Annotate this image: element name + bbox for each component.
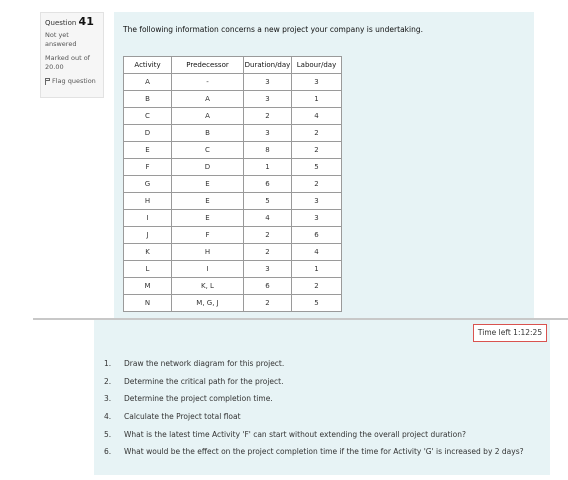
- table-cell: 2: [244, 227, 292, 244]
- table-cell: 2: [292, 142, 342, 159]
- table-cell: C: [124, 108, 172, 125]
- table-cell: 4: [244, 210, 292, 227]
- task-item: 4. Calculate the Project total float: [104, 412, 241, 422]
- column-header: Duration/day: [244, 57, 292, 74]
- table-cell: A: [172, 108, 244, 125]
- table-cell: A: [172, 91, 244, 108]
- table-cell: D: [172, 159, 244, 176]
- task-item: 5. What is the latest time Activity 'F' can start without extending the overall project duration?: [104, 429, 466, 439]
- table-cell: 2: [244, 295, 292, 312]
- table-cell: 2: [292, 278, 342, 295]
- flag-icon: [45, 78, 50, 85]
- project-table: [123, 56, 342, 312]
- question-info-panel: [40, 12, 104, 98]
- flag-question-link[interactable]: [45, 77, 99, 86]
- table-cell: B: [172, 125, 244, 142]
- table-cell: H: [172, 244, 244, 261]
- table-cell: 3: [244, 91, 292, 108]
- table-header-row: [124, 57, 342, 74]
- table-cell: A: [124, 74, 172, 91]
- table-cell: F: [124, 159, 172, 176]
- table-cell: 3: [244, 261, 292, 278]
- table-row: [124, 125, 342, 142]
- task-list: [104, 355, 524, 461]
- task-item: 6. What would be the effect on the project completion time if the time for Activity 'G' is increased by 2 days?: [104, 447, 524, 457]
- table-cell: H: [124, 193, 172, 210]
- question-number: Question 41: [45, 15, 94, 28]
- column-header: Predecessor: [172, 57, 244, 74]
- table-cell: E: [172, 210, 244, 227]
- task-item: 2. Determine the critical path for the project.: [104, 376, 284, 386]
- column-header: Activity: [124, 57, 172, 74]
- table-row: [124, 142, 342, 159]
- table-cell: F: [172, 227, 244, 244]
- table-row: [124, 278, 342, 295]
- table-cell: 2: [244, 244, 292, 261]
- table-cell: 3: [292, 193, 342, 210]
- question-marks: Marked out of 20.00: [45, 54, 90, 71]
- table-cell: K: [124, 244, 172, 261]
- table-cell: -: [172, 74, 244, 91]
- table-row: [124, 74, 342, 91]
- table-cell: 3: [292, 210, 342, 227]
- timer-label: Time left: [477, 328, 511, 337]
- question-content: [114, 12, 534, 318]
- table-cell: 8: [244, 142, 292, 159]
- table-cell: E: [172, 193, 244, 210]
- table-cell: D: [124, 125, 172, 142]
- table-cell: B: [124, 91, 172, 108]
- table-row: [124, 108, 342, 125]
- table-cell: 2: [244, 108, 292, 125]
- table-row: [124, 261, 342, 278]
- table-cell: G: [124, 176, 172, 193]
- quiz-timer: [473, 324, 547, 342]
- table-cell: 6: [292, 227, 342, 244]
- table-cell: M, G, J: [172, 295, 244, 312]
- table-cell: M: [124, 278, 172, 295]
- table-cell: K, L: [172, 278, 244, 295]
- table-cell: 6: [244, 176, 292, 193]
- table-cell: E: [124, 142, 172, 159]
- table-cell: 1: [244, 159, 292, 176]
- question-intro: The following information concerns a new project your company is undertaking.: [123, 25, 423, 34]
- table-cell: 2: [292, 125, 342, 142]
- column-header: Labour/day: [292, 57, 342, 74]
- table-cell: 1: [292, 91, 342, 108]
- table-row: [124, 91, 342, 108]
- table-row: [124, 176, 342, 193]
- table-cell: 5: [244, 193, 292, 210]
- table-cell: 1: [292, 261, 342, 278]
- table-cell: L: [124, 261, 172, 278]
- table-row: [124, 295, 342, 312]
- table-cell: 3: [292, 74, 342, 91]
- table-row: [124, 244, 342, 261]
- table-cell: 3: [244, 125, 292, 142]
- table-cell: J: [124, 227, 172, 244]
- table-cell: E: [172, 176, 244, 193]
- table-row: [124, 193, 342, 210]
- table-row: [124, 159, 342, 176]
- table-cell: 6: [244, 278, 292, 295]
- flag-question-label: Flag question: [52, 77, 96, 85]
- table-row: [124, 210, 342, 227]
- task-item: 3. Determine the project completion time.: [104, 394, 273, 404]
- table-cell: 5: [292, 295, 342, 312]
- task-item: 1. Draw the network diagram for this project.: [104, 359, 285, 369]
- table-cell: 3: [244, 74, 292, 91]
- table-cell: I: [124, 210, 172, 227]
- table-cell: 4: [292, 108, 342, 125]
- question-status: Not yet answered: [45, 31, 77, 48]
- table-cell: 2: [292, 176, 342, 193]
- table-row: [124, 227, 342, 244]
- table-cell: 4: [292, 244, 342, 261]
- timer-value: 1:12:25: [513, 328, 543, 337]
- table-cell: C: [172, 142, 244, 159]
- table-cell: I: [172, 261, 244, 278]
- table-cell: N: [124, 295, 172, 312]
- table-cell: 5: [292, 159, 342, 176]
